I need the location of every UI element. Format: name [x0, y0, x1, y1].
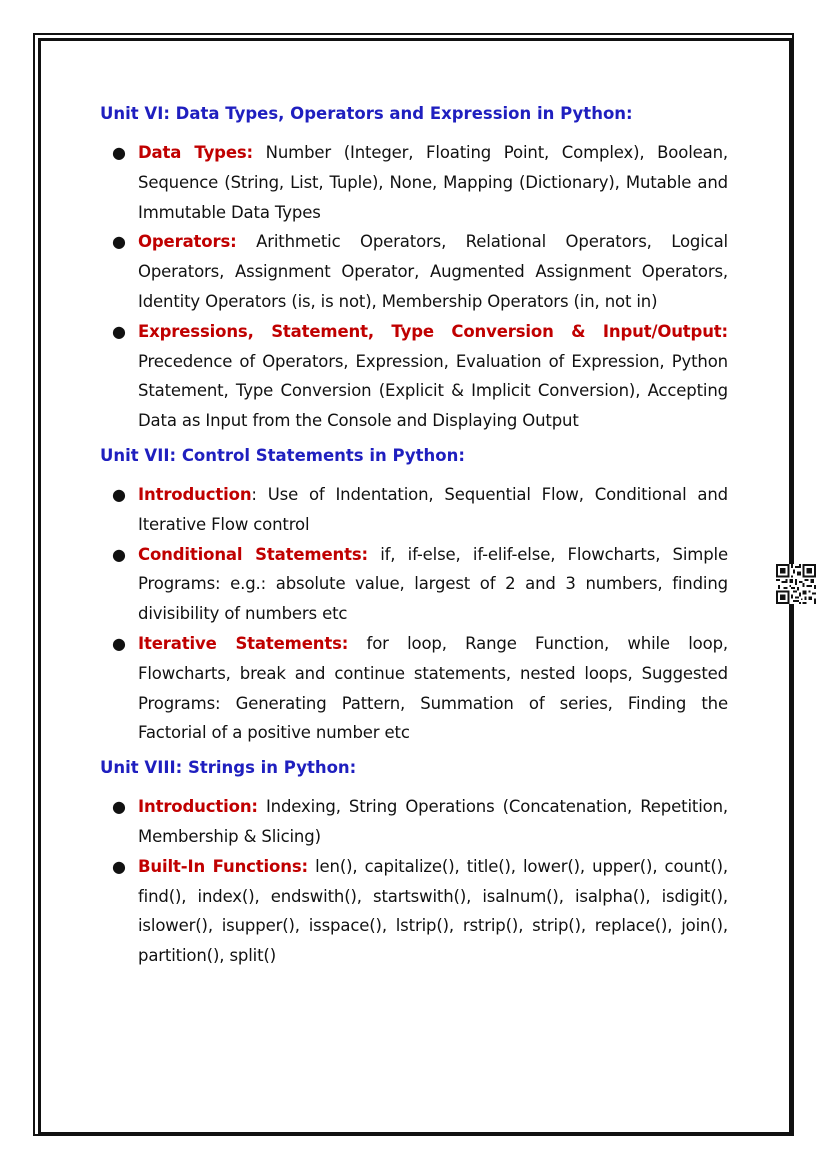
bullet-icon: ● — [112, 633, 126, 653]
list-item — [100, 227, 728, 316]
topic-term: Expressions, Statement, Type Conversion & Input/Output: — [138, 321, 728, 341]
topic-term: Introduction: — [138, 797, 258, 817]
unit-heading: Unit VII: Control Statements in Python: — [100, 445, 465, 465]
list-item — [100, 852, 728, 971]
topic-term: Data Types: — [138, 143, 253, 162]
bullet-icon: ● — [112, 544, 126, 564]
bullet-icon: ● — [112, 484, 126, 504]
topic-term: Introduction — [138, 484, 252, 504]
topic-list — [100, 480, 728, 748]
topic-text: Indexing, String Operations (Concatenation, Repetition, Membership & Slicing) — [138, 797, 728, 846]
topic-term: Iterative Statements: — [138, 633, 349, 653]
unit-heading: Unit VIII: Strings in Python: — [100, 758, 357, 778]
topic-text: : Use of Indentation, Sequential Flow, Conditional and Iterative Flow control — [138, 484, 728, 534]
unit-vii — [100, 445, 728, 748]
topic-text: for loop, Range Function, while loop, Flowcharts, break and continue statements, nested loops, Suggested Programs: Generating Pattern, Summation of series, Finding the Factorial of a positive number etc — [138, 633, 728, 743]
topic-text: Arithmetic Operators, Relational Operators, Logical Operators, Assignment Operator, Augmented Assignment Operators, Identity Operators (is, is not), Membership Operators (in, not in) — [138, 232, 728, 311]
bullet-icon: ● — [112, 797, 126, 817]
qr-code-icon[interactable] — [776, 564, 816, 604]
topic-text: if, if-else, if-elif-else, Flowcharts, Simple Programs: e.g.: absolute value, largest of 2 and 3 numbers, finding divisibility of numbers etc — [138, 544, 728, 624]
topic-text: Precedence of Operators, Expression, Evaluation of Expression, Python Statement, Type Conversion (Explicit & Implicit Conversion), Accepting Data as Input from the Console and Displaying Output — [138, 351, 728, 431]
list-item — [100, 629, 728, 748]
topic-text: len(), capitalize(), title(), lower(), upper(), count(), find(), index(), endswith(), startswith(), isalnum(), isalpha(), isdigit(), islower(), isupper(), isspace(), lstrip(), rstrip(), strip(), replace(), join(), partition(), split() — [138, 856, 729, 966]
topic-term: Operators: — [138, 232, 237, 252]
syllabus-content — [100, 103, 728, 980]
bullet-icon: ● — [112, 232, 126, 252]
topic-list — [100, 792, 728, 971]
list-item — [100, 138, 728, 227]
bullet-icon: ● — [112, 321, 126, 341]
list-item — [100, 540, 728, 629]
topic-list — [100, 138, 728, 436]
list-item — [100, 480, 728, 540]
unit-heading: Unit VI: Data Types, Operators and Expression in Python: — [100, 104, 633, 123]
unit-vi — [100, 103, 728, 436]
topic-term: Conditional Statements: — [138, 544, 368, 564]
unit-viii — [100, 757, 728, 971]
topic-term: Built-In Functions: — [138, 856, 308, 876]
bullet-icon: ● — [112, 856, 126, 876]
list-item — [100, 317, 728, 436]
bullet-icon: ● — [112, 143, 126, 162]
topic-text: Number (Integer, Floating Point, Complex), Boolean, Sequence (String, List, Tuple), None, Mapping (Dictionary), Mutable and Immutable Data Types — [138, 143, 728, 222]
list-item — [100, 792, 728, 852]
